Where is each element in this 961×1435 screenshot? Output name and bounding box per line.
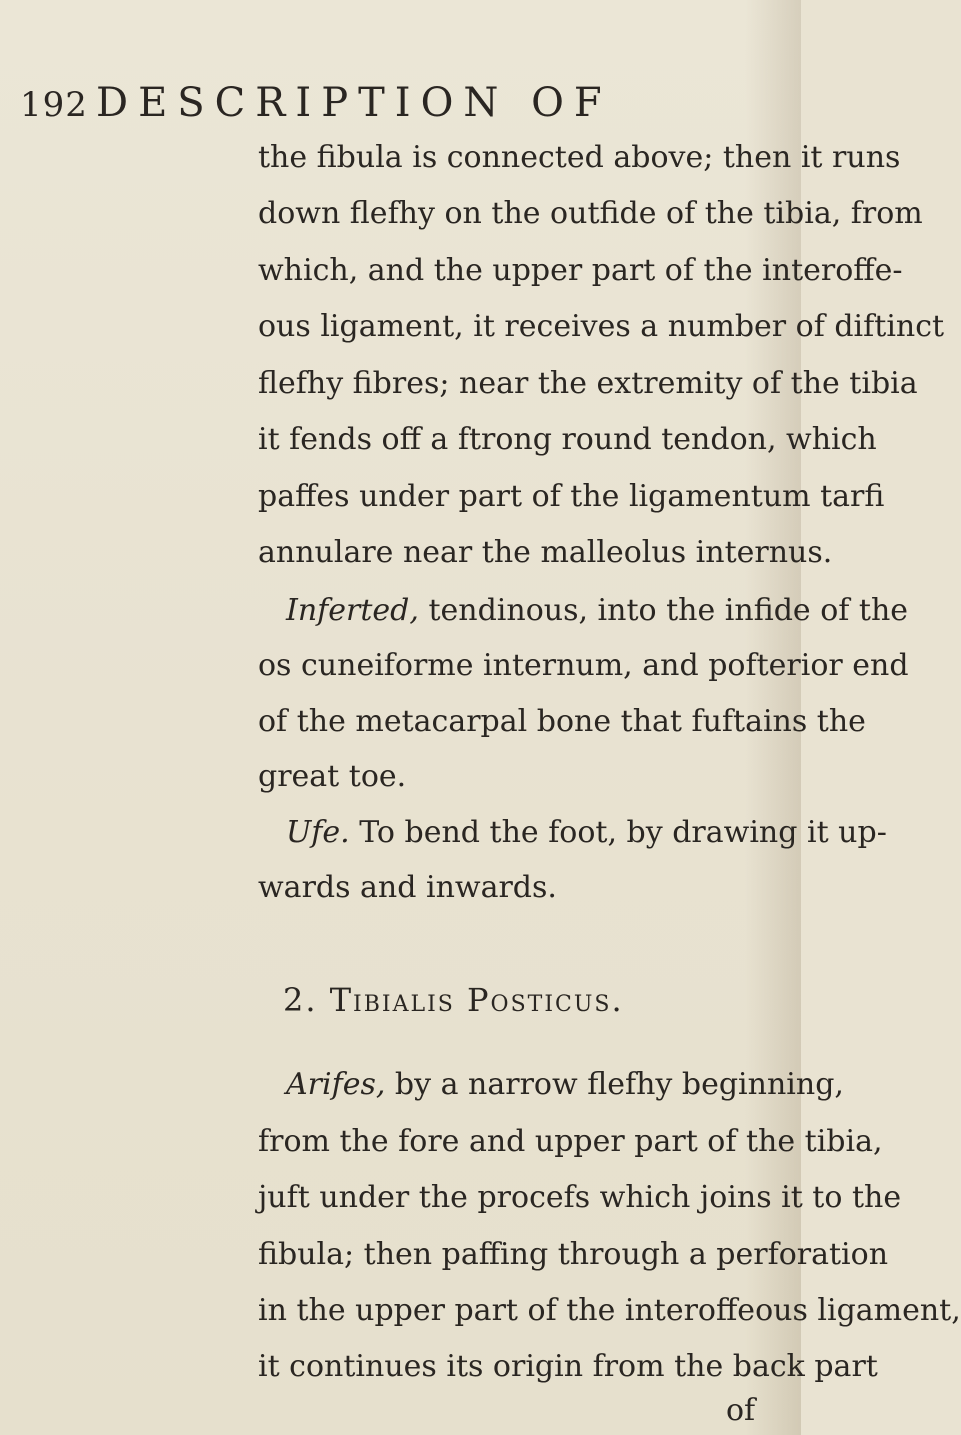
text-line: the fibula is connected above; then it runs <box>258 140 901 175</box>
text-line: of the metacarpal bone that fuftains the <box>258 704 866 739</box>
text-line: which, and the upper part of the interoffe- <box>258 253 903 288</box>
text-line: great toe. <box>258 759 407 794</box>
text-line: in the upper part of the interoffeous ligament, <box>258 1293 961 1328</box>
text-line: ous ligament, it receives a number of diftinct <box>258 309 945 344</box>
text-line: juft under the procefs which joins it to the <box>258 1180 902 1215</box>
text-span: tendinous, into the infide of the <box>418 593 909 628</box>
text-span: To bend the foot, by drawing it up- <box>349 815 887 850</box>
use-lead: Ufe. <box>286 815 350 850</box>
page-number: 192 <box>20 85 88 125</box>
text-line <box>286 1067 844 1102</box>
text-line: wards and inwards. <box>258 870 557 905</box>
section-heading <box>283 981 624 1019</box>
text-line: os cuneiforme internum, and pofterior end <box>258 648 909 683</box>
inserted-lead: Inferted, <box>286 593 419 628</box>
text-line: paffes under part of the ligamentum tarfi <box>258 479 885 514</box>
section-number: 2. <box>283 981 318 1019</box>
text-line: fibula; then paffing through a perforation <box>258 1237 889 1272</box>
text-line: it continues its origin from the back part <box>258 1349 878 1384</box>
arises-lead: Arifes, <box>286 1067 386 1102</box>
running-title: DESCRIPTION OF <box>96 80 612 126</box>
text-span: by a narrow flefhy beginning, <box>385 1067 844 1102</box>
section-title: Tibialis Posticus. <box>329 981 624 1019</box>
text-line: down flefhy on the outfide of the tibia, from <box>258 196 923 231</box>
text-line: annulare near the malleolus internus. <box>258 535 833 570</box>
text-line: flefhy fibres; near the extremity of the tibia <box>258 366 918 401</box>
text-line <box>286 815 887 850</box>
text-line: it fends off a ftrong round tendon, which <box>258 422 877 457</box>
text-line <box>286 593 909 628</box>
text-line: from the fore and upper part of the tibia, <box>258 1124 883 1159</box>
catchword: of <box>726 1393 756 1428</box>
